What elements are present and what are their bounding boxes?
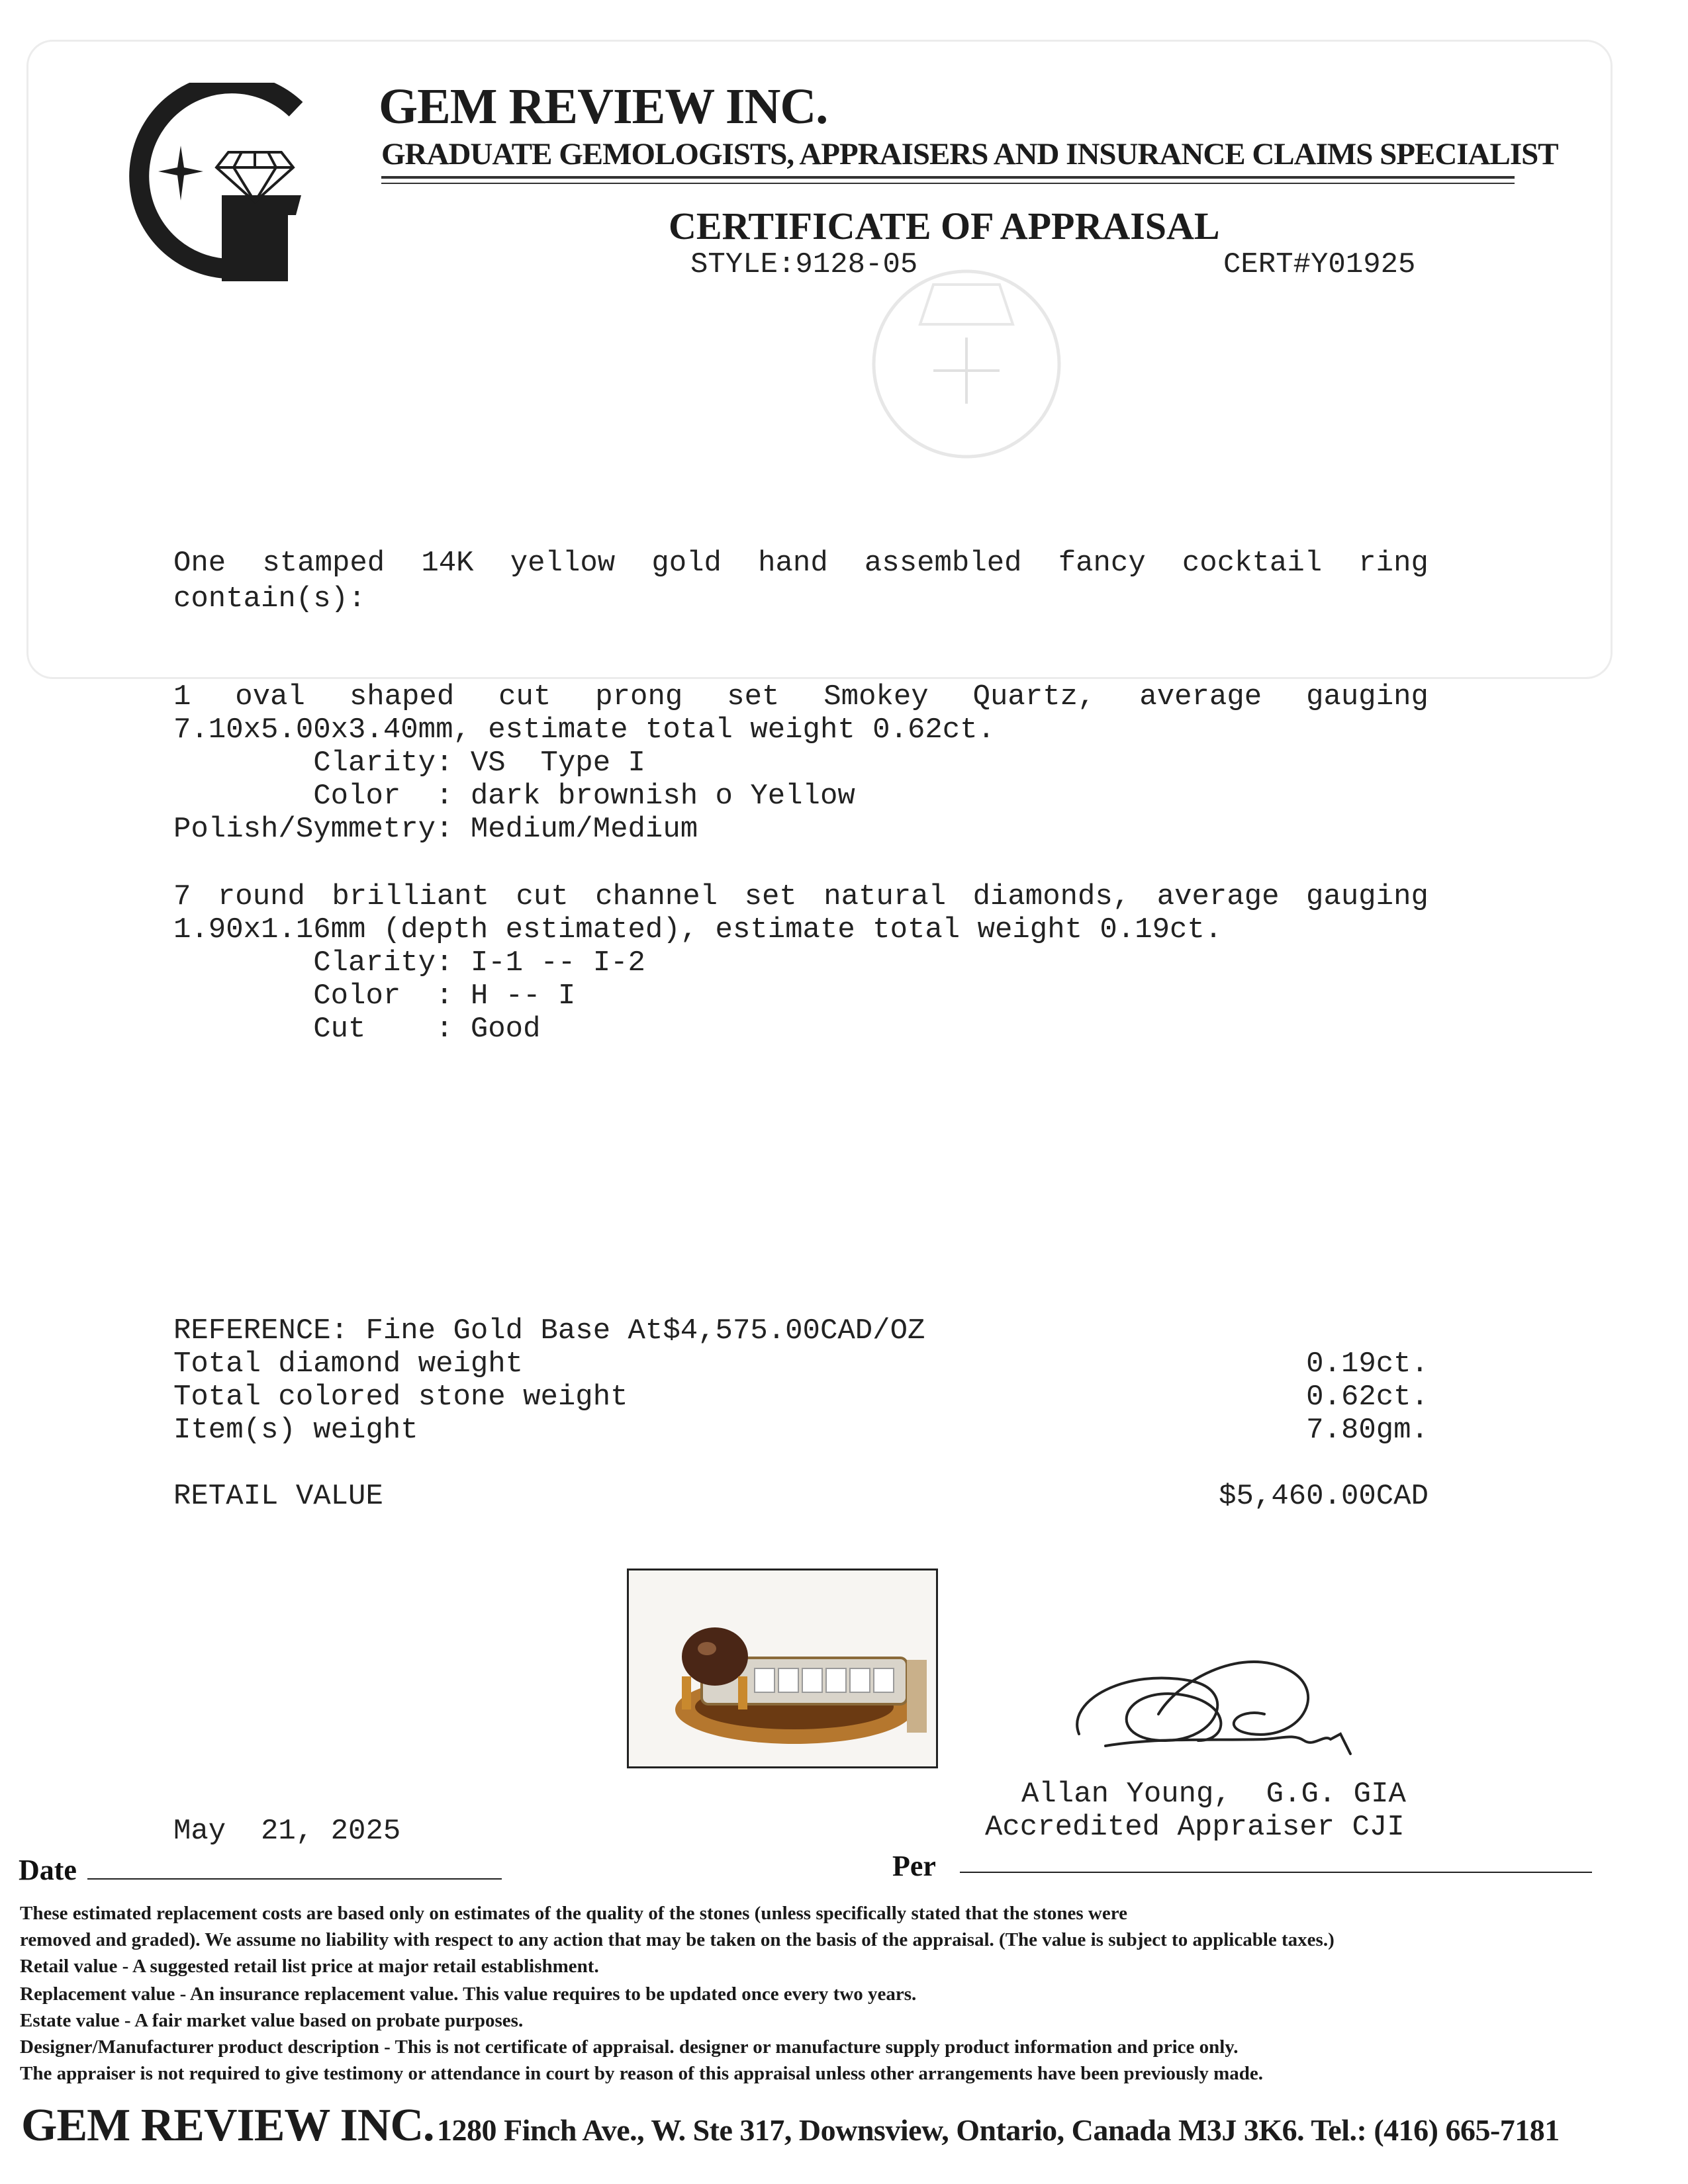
per-label: Per — [892, 1850, 936, 1882]
disclaimer-line: Retail value - A suggested retail list price at major retail establishment. — [20, 1956, 599, 1977]
date-line — [87, 1878, 502, 1880]
summary-value: 0.19ct. — [1306, 1347, 1429, 1381]
summary-row — [173, 1347, 1429, 1381]
stone-1-clarity: Clarity: VS Type I — [173, 747, 645, 780]
certificate-title: CERTIFICATE OF APPRAISAL — [669, 205, 1220, 248]
disclaimer-line: removed and graded). We assume no liability with respect to any action that may be taken on the basis of the appraisal. (The value is subject to applicable taxes.) — [20, 1929, 1335, 1950]
certificate-number: CERT#Y01925 — [1223, 248, 1416, 281]
appraisal-date: May 21, 2025 — [173, 1815, 401, 1848]
stone-1-word: prong — [595, 680, 683, 713]
stone-2-cut: Cut : Good — [173, 1013, 541, 1046]
stone-1-word: set — [727, 680, 780, 713]
stone-1-color: Color : dark brownish o Yellow — [173, 780, 855, 813]
stone-1-word: Smokey — [823, 680, 929, 713]
ring-photo-icon — [629, 1570, 936, 1766]
date-label: Date — [19, 1854, 77, 1886]
stone-1-word: gauging — [1306, 680, 1429, 713]
disclaimer-line: The appraiser is not required to give testimony or attendance in court by reason of this appraisal unless other arrangements have been previously made. — [20, 2063, 1264, 2084]
stone-2-word: channel — [595, 880, 718, 913]
item-description-line-1 — [173, 547, 1429, 580]
gold-reference: REFERENCE: Fine Gold Base At$4,575.00CAD/OZ — [173, 1314, 925, 1347]
item-word: hand — [758, 547, 828, 580]
company-name: GEM REVIEW INC. — [379, 79, 828, 134]
header-divider — [381, 176, 1515, 179]
item-word: assembled — [864, 547, 1022, 580]
stone-2-word: natural — [823, 880, 947, 913]
stone-1-word: cut — [498, 680, 551, 713]
stone-1-word: oval — [235, 680, 305, 713]
stone-1-word: 1 — [173, 680, 191, 713]
stone-1-measurements: 7.10x5.00x3.40mm, estimate total weight 0.62ct. — [173, 713, 996, 747]
stone-2-color: Color : H -- I — [173, 979, 576, 1013]
item-photo — [627, 1569, 938, 1768]
retail-value-amount: $5,460.00CAD — [1219, 1480, 1429, 1513]
item-word: cocktail — [1182, 547, 1323, 580]
style-number: STYLE:9128-05 — [690, 248, 918, 281]
appraiser-title: Accredited Appraiser CJI — [985, 1811, 1405, 1844]
footer-address: 1280 Finch Ave., W. Ste 317, Downsview, Ontario, Canada M3J 3K6. Tel.: (416) 665-7181 — [437, 2113, 1560, 2147]
summary-row — [173, 1381, 1429, 1414]
stone-1-word: Quartz, — [972, 680, 1096, 713]
company-logo-icon — [122, 83, 314, 295]
stone-2-word: cut — [516, 880, 569, 913]
stone-1-word: average — [1139, 680, 1262, 713]
summary-label: Total diamond weight — [173, 1347, 524, 1381]
summary-label: Total colored stone weight — [173, 1381, 628, 1414]
stone-1-line-1 — [173, 680, 1429, 713]
stone-1-word: shaped — [349, 680, 455, 713]
per-line — [960, 1872, 1592, 1873]
stone-2-word: round — [217, 880, 305, 913]
stone-2-word: gauging — [1306, 880, 1429, 913]
item-description-line-2: contain(s): — [173, 582, 366, 615]
retail-value-label: RETAIL VALUE — [173, 1480, 383, 1513]
item-word: 14K — [421, 547, 474, 580]
disclaimer-line: Designer/Manufacturer product description - This is not certificate of appraisal. designer or manufacture supply product information and price only. — [20, 2036, 1239, 2058]
disclaimer-line: Estate value - A fair market value based on probate purposes. — [20, 2010, 524, 2031]
retail-value-row — [173, 1480, 1429, 1513]
footer-company-name: GEM REVIEW INC. — [21, 2100, 434, 2151]
stone-2-clarity: Clarity: I-1 -- I-2 — [173, 946, 645, 979]
appraiser-name: Allan Young, G.G. GIA — [1021, 1778, 1406, 1811]
item-word: ring — [1358, 547, 1429, 580]
stone-2-word: set — [744, 880, 797, 913]
summary-value: 0.62ct. — [1306, 1381, 1429, 1414]
item-word: One — [173, 547, 226, 580]
company-tagline: GRADUATE GEMOLOGISTS, APPRAISERS AND INSURANCE CLAIMS SPECIALIST — [381, 137, 1558, 171]
stone-2-word: diamonds, — [972, 880, 1131, 913]
stone-2-word: brilliant — [332, 880, 490, 913]
item-word: yellow — [510, 547, 616, 580]
watermark-seal-icon — [854, 265, 1079, 463]
disclaimer-line: Replacement value - An insurance replacement value. This value requires to be updated once every two years. — [20, 1983, 917, 2005]
appraiser-signature — [1066, 1641, 1410, 1760]
stone-2-word: average — [1156, 880, 1280, 913]
stone-2-measurements: 1.90x1.16mm (depth estimated), estimate total weight 0.19ct. — [173, 913, 1223, 946]
stone-1-polish: Polish/Symmetry: Medium/Medium — [173, 813, 698, 846]
disclaimer-line: These estimated replacement costs are based only on estimates of the quality of the stones (unless specifically stated that the stones were — [20, 1903, 1127, 1924]
stone-2-word: 7 — [173, 880, 191, 913]
header-divider-thin — [381, 183, 1515, 184]
item-word: stamped — [262, 547, 385, 580]
summary-row — [173, 1414, 1429, 1447]
item-word: fancy — [1058, 547, 1146, 580]
summary-value: 7.80gm. — [1306, 1414, 1429, 1447]
summary-label: Item(s) weight — [173, 1414, 418, 1447]
item-word: gold — [651, 547, 722, 580]
stone-2-line-1 — [173, 880, 1429, 913]
